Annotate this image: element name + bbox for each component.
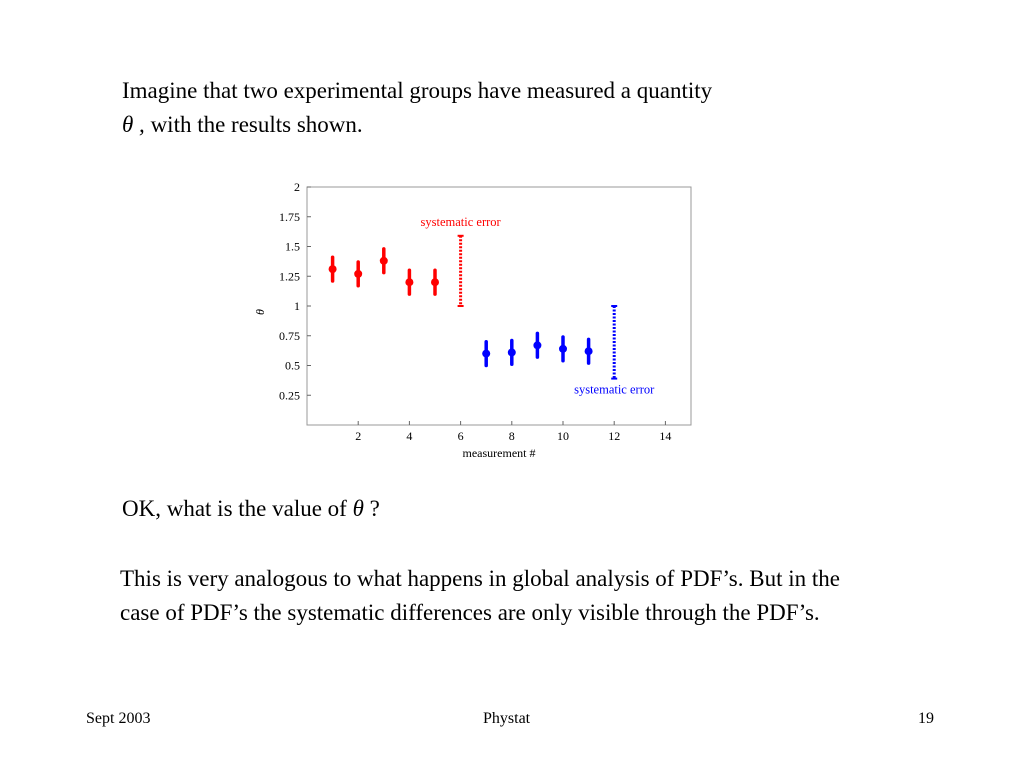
- x-tick-label: 8: [508, 429, 515, 443]
- data-point: [482, 350, 490, 358]
- question-text: [122, 492, 380, 526]
- chart-svg: [250, 176, 710, 466]
- intro-line-2: [122, 108, 882, 142]
- data-point: [405, 278, 413, 286]
- theta-symbol: θ ,: [122, 112, 145, 137]
- intro-line-1: Imagine that two experimental groups have measured a quantity: [122, 78, 713, 103]
- x-axis-title: measurement #: [462, 446, 536, 460]
- theta-symbol-question: θ: [352, 496, 364, 521]
- y-tick-label: 0.75: [279, 328, 300, 343]
- y-tick-label: 1.5: [285, 239, 300, 254]
- y-axis-ticks: [279, 180, 311, 402]
- data-point: [329, 265, 337, 273]
- systematic-error-label: systematic error: [574, 382, 655, 397]
- x-tick-label: 6: [457, 429, 464, 443]
- data-point: [508, 348, 516, 356]
- footer-conference: Phystat: [483, 710, 531, 727]
- annotations: [421, 215, 656, 397]
- x-tick-label: 10: [557, 429, 569, 443]
- x-axis-ticks: [355, 421, 671, 443]
- y-tick-label: 1.25: [279, 269, 300, 284]
- data-point: [533, 341, 541, 349]
- footer-date: Sept 2003: [86, 710, 151, 727]
- data-point: [585, 347, 593, 355]
- y-tick-label: 0.25: [279, 388, 300, 403]
- intro-line-2-rest: with the results shown.: [144, 112, 363, 137]
- question-prefix: OK, what is the value of: [122, 496, 353, 521]
- theta-measurements-chart: [250, 176, 710, 466]
- systematic-error-label: systematic error: [420, 214, 501, 229]
- y-tick-label: 1: [294, 299, 300, 313]
- y-tick-label: 2: [294, 180, 300, 194]
- footer-page-number: 19: [918, 710, 934, 727]
- x-tick-label: 12: [608, 429, 621, 443]
- intro-text: [122, 74, 882, 142]
- x-tick-label: 2: [355, 429, 362, 443]
- question-suffix: ?: [363, 496, 380, 521]
- data-point: [354, 270, 362, 278]
- y-axis-title: θ: [253, 309, 267, 315]
- data-points: [329, 249, 593, 366]
- analogy-paragraph: This is very analogous to what happens in global analysis of PDF’s. But in the case of PDF’s the systematic differences are only visible through the PDF’s.: [120, 566, 840, 625]
- x-tick-label: 14: [659, 429, 672, 443]
- data-point: [380, 257, 388, 265]
- y-tick-label: 0.5: [285, 358, 300, 373]
- data-point: [431, 278, 439, 286]
- data-point: [559, 345, 567, 353]
- y-tick-label: 1.75: [279, 209, 300, 224]
- x-tick-label: 4: [406, 429, 413, 443]
